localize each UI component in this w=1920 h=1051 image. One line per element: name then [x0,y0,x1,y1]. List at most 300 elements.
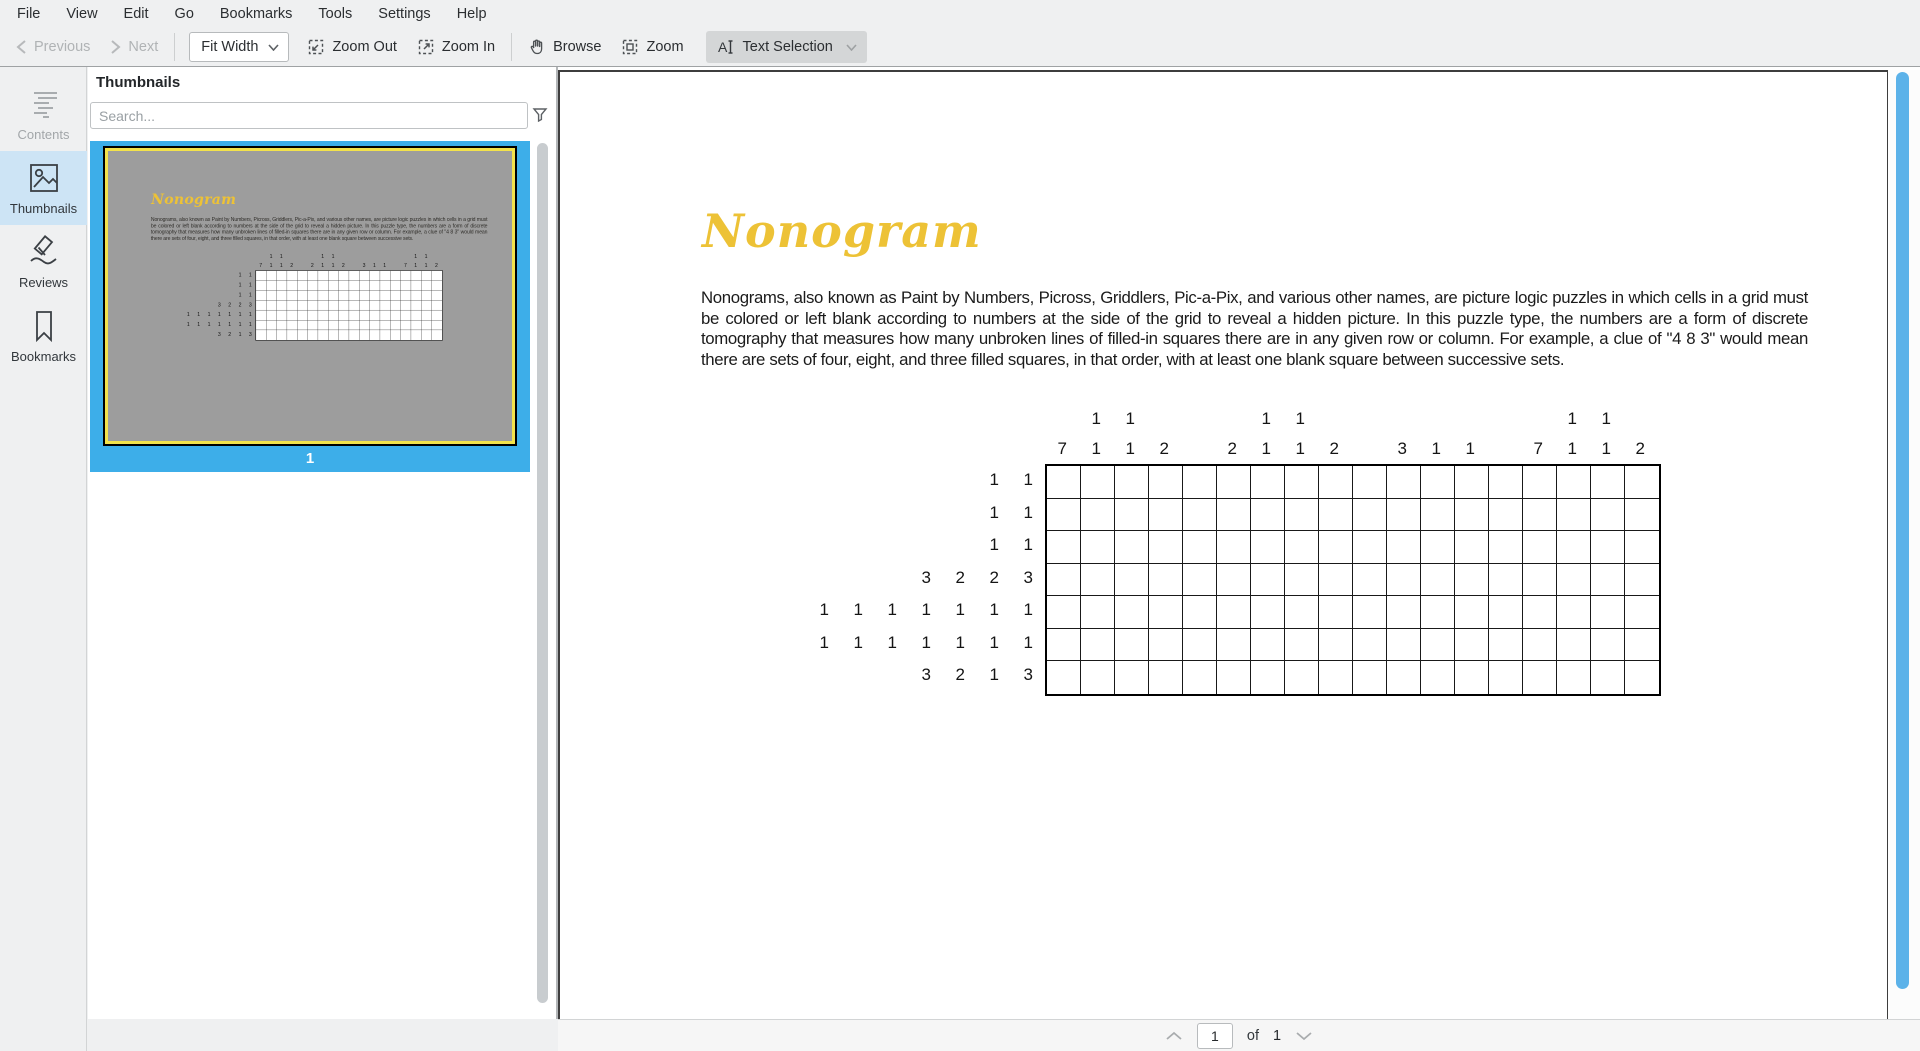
nonogram-cell [328,310,338,320]
nonogram-cell [287,310,297,320]
nonogram-cell [339,330,349,340]
nonogram-cell [256,300,266,310]
page-navigation-bar [558,1019,1920,1051]
previous-label: Previous [34,39,91,55]
search-input[interactable] [90,102,528,129]
nonogram-cell [370,281,380,291]
nonogram-cell [1047,466,1081,499]
nonogram-cell [1217,531,1251,564]
nonogram-cell [318,310,328,320]
nonogram-cell [1251,499,1285,532]
nonogram-cell [1319,629,1353,662]
nonogram-cell [318,300,328,310]
nonogram-cell [1557,661,1591,694]
nonogram-cell [1557,531,1591,564]
menu-item-bookmarks[interactable]: Bookmarks [219,6,293,22]
nonogram-cell [1387,531,1421,564]
nonogram-cell [1183,466,1217,499]
nonogram-cell [421,300,431,310]
nonogram-cell [380,310,390,320]
panel-scrollbar[interactable] [535,123,549,1023]
nonogram-cell [370,271,380,281]
nonogram-cell [1523,564,1557,597]
filter-funnel-icon[interactable] [532,107,548,122]
reviews-pen-icon [26,235,62,269]
nonogram-cell [328,271,338,281]
nonogram-cell [359,320,369,330]
nonogram-cell [401,300,411,310]
nonogram-cell [277,320,287,330]
chevron-down-icon[interactable] [1295,1031,1313,1041]
nonogram-cell [1217,661,1251,694]
nonogram-cell [1115,531,1149,564]
nonogram-cell [266,291,276,301]
nonogram-cell [1319,466,1353,499]
menu-item-help[interactable]: Help [456,6,487,22]
nonogram-cell [370,310,380,320]
nonogram-cell [1591,466,1625,499]
nonogram-cell [339,310,349,320]
chevron-up-icon[interactable] [1165,1031,1183,1041]
nonogram-cell [432,281,442,291]
nonogram-cell [349,300,359,310]
nonogram-cell [1115,564,1149,597]
nonogram-cell [1421,499,1455,532]
nonogram-cell [1625,564,1659,597]
nonogram-cell [1149,466,1183,499]
nonogram-cell [1591,499,1625,532]
nonogram-cell [1081,661,1115,694]
nonogram-cell [287,291,297,301]
nonogram-cell [1523,499,1557,532]
nonogram-cell [277,291,287,301]
nonogram-cell [1183,596,1217,629]
nonogram-cell [339,291,349,301]
nonogram-cell [1115,596,1149,629]
zoom-out-icon [307,38,325,56]
menu-item-edit[interactable]: Edit [123,6,149,22]
nonogram-cell [370,320,380,330]
nonogram-cell [1455,531,1489,564]
nonogram-cell [318,271,328,281]
nonogram-cell [256,330,266,340]
panel-title: Thumbnails [96,74,181,91]
nonogram-cell [1625,596,1659,629]
nonogram-cell [266,281,276,291]
zoom-out-label: Zoom Out [332,39,397,55]
nonogram-cell [308,310,318,320]
nonogram-cell [277,281,287,291]
toolbar-separator [511,33,512,61]
nonogram-cell [1591,531,1625,564]
nonogram-cell [1217,466,1251,499]
nonogram-cell [1217,596,1251,629]
nonogram-cell [349,271,359,281]
nonogram-cell [339,320,349,330]
nonogram-cell [1149,629,1183,662]
nonogram-cell [1387,661,1421,694]
nonogram-cell [1421,661,1455,694]
nonogram-cell [1625,499,1659,532]
nonogram-cell [1523,661,1557,694]
nonogram-cell [1047,531,1081,564]
nonogram-cell [1183,629,1217,662]
nonogram-cell [297,300,307,310]
nonogram-cell [1149,564,1183,597]
nonogram-cell [1523,531,1557,564]
nonogram-cell [1625,661,1659,694]
nonogram-cell [1387,499,1421,532]
nonogram-cell [1149,661,1183,694]
bookmarks-icon [26,309,62,343]
nonogram-cell [1183,661,1217,694]
nonogram-cell [359,300,369,310]
nonogram-cell [380,291,390,301]
nonogram-cell [287,300,297,310]
next-label: Next [128,39,159,55]
previous-button[interactable] [6,31,100,63]
nonogram-cell [256,291,266,301]
nonogram-cell [1489,629,1523,662]
nonogram-cell [421,320,431,330]
nonogram-cell [1387,596,1421,629]
nonogram-cell [349,310,359,320]
nonogram-cell [297,291,307,301]
nonogram-cell [1353,499,1387,532]
menu-item-view[interactable]: View [66,6,98,22]
nonogram-cell [266,271,276,281]
zoom-tool-label: Zoom [646,39,684,55]
nonogram-cell [1455,629,1489,662]
nonogram-cell [1353,531,1387,564]
nonogram-cell [1557,564,1591,597]
zoom-in-button[interactable] [407,31,505,63]
nonogram-cell [287,271,297,281]
sidebar-item-label: Bookmarks [10,349,77,364]
document-paragraph: Nonograms, also known as Paint by Numbers, Picross, Griddlers, Pic-a-Pix, and various other names, are picture logic puzzles in which cells in a grid must be colored or left blank according to numbers at the side of the grid to reveal a hidden picture. In this puzzle type, the numbers are a form of discrete tomography that measures how many unbroken lines of filled-in squares there are in any given row or column. For example, a clue of "4 8 3" would mean there are sets of four, eight, and three filled squares, in that order, with at least one blank square between successive sets. [701,288,1808,369]
nonogram-cell [349,320,359,330]
nonogram-cell [421,281,431,291]
document-title: Nonogram [702,204,982,258]
nonogram-cell [1081,564,1115,597]
pager-of-label: of [1246,1027,1259,1044]
nonogram-cell [1557,499,1591,532]
nonogram-cell [1625,629,1659,662]
nonogram-cell [390,281,400,291]
toolbar [0,28,1920,67]
nonogram-cell [1251,661,1285,694]
nonogram-cell [1557,466,1591,499]
nonogram-cell [421,271,431,281]
nonogram-cell [318,330,328,340]
nonogram-cell [1285,466,1319,499]
nonogram-cell [1251,531,1285,564]
nonogram-cell [1523,629,1557,662]
nonogram-cell [1047,499,1081,532]
chevron-down-icon[interactable] [846,44,857,51]
menu-item-settings[interactable]: Settings [378,6,431,22]
nonogram-cell [411,271,421,281]
nonogram-cell [1183,531,1217,564]
nonogram-cell [1353,564,1387,597]
document-scrollbar[interactable] [1890,70,1920,1019]
menu-item-go[interactable]: Go [174,6,194,22]
document-scrollbar-thumb[interactable] [1896,72,1909,989]
nonogram-cell [1217,499,1251,532]
nonogram-cell [1081,629,1115,662]
nonogram-cell [1455,564,1489,597]
zoom-out-button[interactable] [297,31,406,63]
nonogram-cell [266,300,276,310]
nonogram-cell [1353,661,1387,694]
nonogram-cell [308,320,318,330]
nonogram-cell [328,300,338,310]
nonogram-cell [1591,564,1625,597]
toolbar-separator [174,33,175,61]
nonogram-cell [421,310,431,320]
nonogram-cell [256,271,266,281]
next-button[interactable] [100,31,168,63]
nonogram-cell [1183,499,1217,532]
nonogram-cell [266,310,276,320]
nonogram-cell [421,330,431,340]
nonogram-cell [359,271,369,281]
nonogram-cell [411,281,421,291]
nonogram-cell [370,300,380,310]
nonogram-cell [1455,661,1489,694]
nonogram-cell [1285,629,1319,662]
fit-mode-combobox[interactable] [189,32,289,62]
nonogram-cell [266,330,276,340]
browse-button[interactable] [518,31,611,63]
nonogram-cell [1251,596,1285,629]
nonogram-cell [432,271,442,281]
nonogram-cell [328,291,338,301]
nonogram-cell [1319,661,1353,694]
nonogram-cell [1183,564,1217,597]
nonogram-cell [308,281,318,291]
nonogram-cell [390,271,400,281]
menu-item-tools[interactable]: Tools [318,6,353,22]
thumbnail-page-1[interactable] [90,141,530,472]
nonogram-cell [359,310,369,320]
zoom-in-icon [417,38,435,56]
svg-text:A: A [717,39,727,55]
nonogram-cell [1285,596,1319,629]
text-selection-button[interactable] [706,31,867,63]
sidebar-item-reviews[interactable] [0,225,87,299]
nonogram-cell [1149,531,1183,564]
nonogram-row-clues: 1 1 1 1 1 1 3 2 2 3 1 1 1 1 1 1 1 1 1 1 1 1 1 1 3 2 1 3 [819,470,1033,685]
text-selection-label: Text Selection [742,39,833,55]
nonogram-cell [1455,596,1489,629]
nonogram-cell [432,330,442,340]
nonogram-cell [432,291,442,301]
document-page [558,70,1888,1019]
nonogram-cell [1217,564,1251,597]
document-viewport [558,67,1920,1019]
nonogram-cell [308,300,318,310]
nonogram-cell [1353,629,1387,662]
nonogram-cell [432,320,442,330]
nonogram-cell [390,300,400,310]
nonogram-cell [1387,466,1421,499]
nonogram-cell [390,291,400,301]
nonogram-cell [390,310,400,320]
nonogram-cell [1489,531,1523,564]
nonogram-cell [432,300,442,310]
nonogram-cell [339,271,349,281]
nonogram-cell [1523,466,1557,499]
nonogram-cell [1421,466,1455,499]
nonogram-cell [1217,629,1251,662]
nonogram-cell [1387,629,1421,662]
nonogram-cell [1557,596,1591,629]
fit-mode-value: Fit Width [201,39,259,55]
sidebar-rail [0,67,87,1051]
nonogram-cell [277,300,287,310]
nonogram-cell [297,330,307,340]
nonogram-cell [1625,531,1659,564]
nonogram-cell [1421,629,1455,662]
nonogram-cell [297,271,307,281]
pager-total-pages: 1 [1273,1027,1282,1044]
nonogram-cell [1115,466,1149,499]
nonogram-cell [401,320,411,330]
nonogram-cell [328,281,338,291]
nonogram-col-clues: 1 1 1 1 1 1 7 1 1 2 2 1 1 2 3 1 1 7 1 1 2 [259,253,438,269]
nonogram-cell [390,320,400,330]
nonogram-cell [297,310,307,320]
zoom-tool-button[interactable] [611,31,693,63]
nonogram-cell [359,330,369,340]
nonogram-cell [370,291,380,301]
browse-label: Browse [553,39,602,55]
nonogram-cell [1081,531,1115,564]
nonogram-cell [411,330,421,340]
nonogram-cell [349,330,359,340]
nonogram-cell [328,330,338,340]
nonogram-cell [421,291,431,301]
chevron-right-icon [110,39,121,55]
nonogram-cell [1353,596,1387,629]
chevron-left-icon [16,39,27,55]
hand-browse-icon [528,38,546,56]
nonogram-row-clues: 1 1 1 1 1 1 3 2 2 3 1 1 1 1 1 1 1 1 1 1 1 1 1 1 3 2 1 3 [186,272,252,338]
nonogram-cell [1149,499,1183,532]
nonogram-cell [277,271,287,281]
nonogram-cell [287,281,297,291]
nonogram-cell [1251,564,1285,597]
nonogram-cell [1285,531,1319,564]
nonogram-col-clues: 1 1 1 1 1 1 7 1 1 2 2 1 1 2 3 1 1 7 1 1 2 [1057,409,1645,458]
nonogram-cell [401,271,411,281]
nonogram-cell [380,271,390,281]
nonogram-cell [1591,596,1625,629]
nonogram-cell [401,281,411,291]
nonogram-cell [1421,531,1455,564]
nonogram-cell [411,320,421,330]
nonogram-cell [1319,499,1353,532]
nonogram-cell [380,320,390,330]
sidebar-item-contents[interactable] [0,79,87,151]
nonogram-cell [1251,629,1285,662]
nonogram-cell [411,300,421,310]
nonogram-grid [255,270,442,340]
sidebar-item-thumbnails[interactable] [0,151,87,225]
nonogram-cell [401,330,411,340]
nonogram-cell [256,310,266,320]
nonogram-cell [318,320,328,330]
contents-icon [27,89,61,121]
nonogram-cell [380,330,390,340]
nonogram-cell [297,320,307,330]
nonogram-cell [390,330,400,340]
chevron-down-icon [268,44,279,51]
panel-scrollbar-thumb[interactable] [537,143,548,1003]
nonogram-cell [1591,629,1625,662]
nonogram-cell [1081,466,1115,499]
nonogram-grid [1045,464,1661,696]
nonogram-cell [411,310,421,320]
nonogram-cell [266,320,276,330]
thumbnail-page-number: 1 [305,450,315,467]
nonogram-cell [1489,499,1523,532]
zoom-marquee-icon [621,38,639,56]
nonogram-cell [380,281,390,291]
current-page-input[interactable] [1197,1023,1233,1049]
nonogram-cell [1489,596,1523,629]
nonogram-cell [1047,596,1081,629]
nonogram-cell [308,330,318,340]
sidebar-item-bookmarks[interactable] [0,299,87,373]
nonogram-cell [1387,564,1421,597]
nonogram-cell [370,330,380,340]
nonogram-cell [1047,629,1081,662]
nonogram-cell [411,291,421,301]
nonogram-cell [1455,466,1489,499]
nonogram-cell [1421,564,1455,597]
nonogram-cell [1319,531,1353,564]
nonogram-cell [287,330,297,340]
document-title: Nonogram [151,191,237,208]
nonogram-cell [339,300,349,310]
nonogram-cell [359,281,369,291]
nonogram-cell [1489,564,1523,597]
nonogram-cell [308,291,318,301]
menu-bar [0,0,1920,28]
nonogram-cell [1285,661,1319,694]
nonogram-cell [1489,466,1523,499]
nonogram-cell [1421,596,1455,629]
nonogram-cell [432,310,442,320]
text-selection-icon [716,38,736,56]
nonogram-cell [1285,499,1319,532]
nonogram-cell [1115,499,1149,532]
sidebar-item-label: Contents [17,127,70,142]
nonogram-cell [349,291,359,301]
nonogram-cell [1523,596,1557,629]
nonogram-cell [401,310,411,320]
sidebar-item-label: Thumbnails [9,201,78,216]
thumbnails-icon [26,161,62,195]
nonogram-cell [339,281,349,291]
nonogram-cell [1251,466,1285,499]
nonogram-cell [1115,629,1149,662]
nonogram-cell [1047,661,1081,694]
nonogram-cell [1489,661,1523,694]
menu-item-file[interactable]: File [17,6,41,22]
